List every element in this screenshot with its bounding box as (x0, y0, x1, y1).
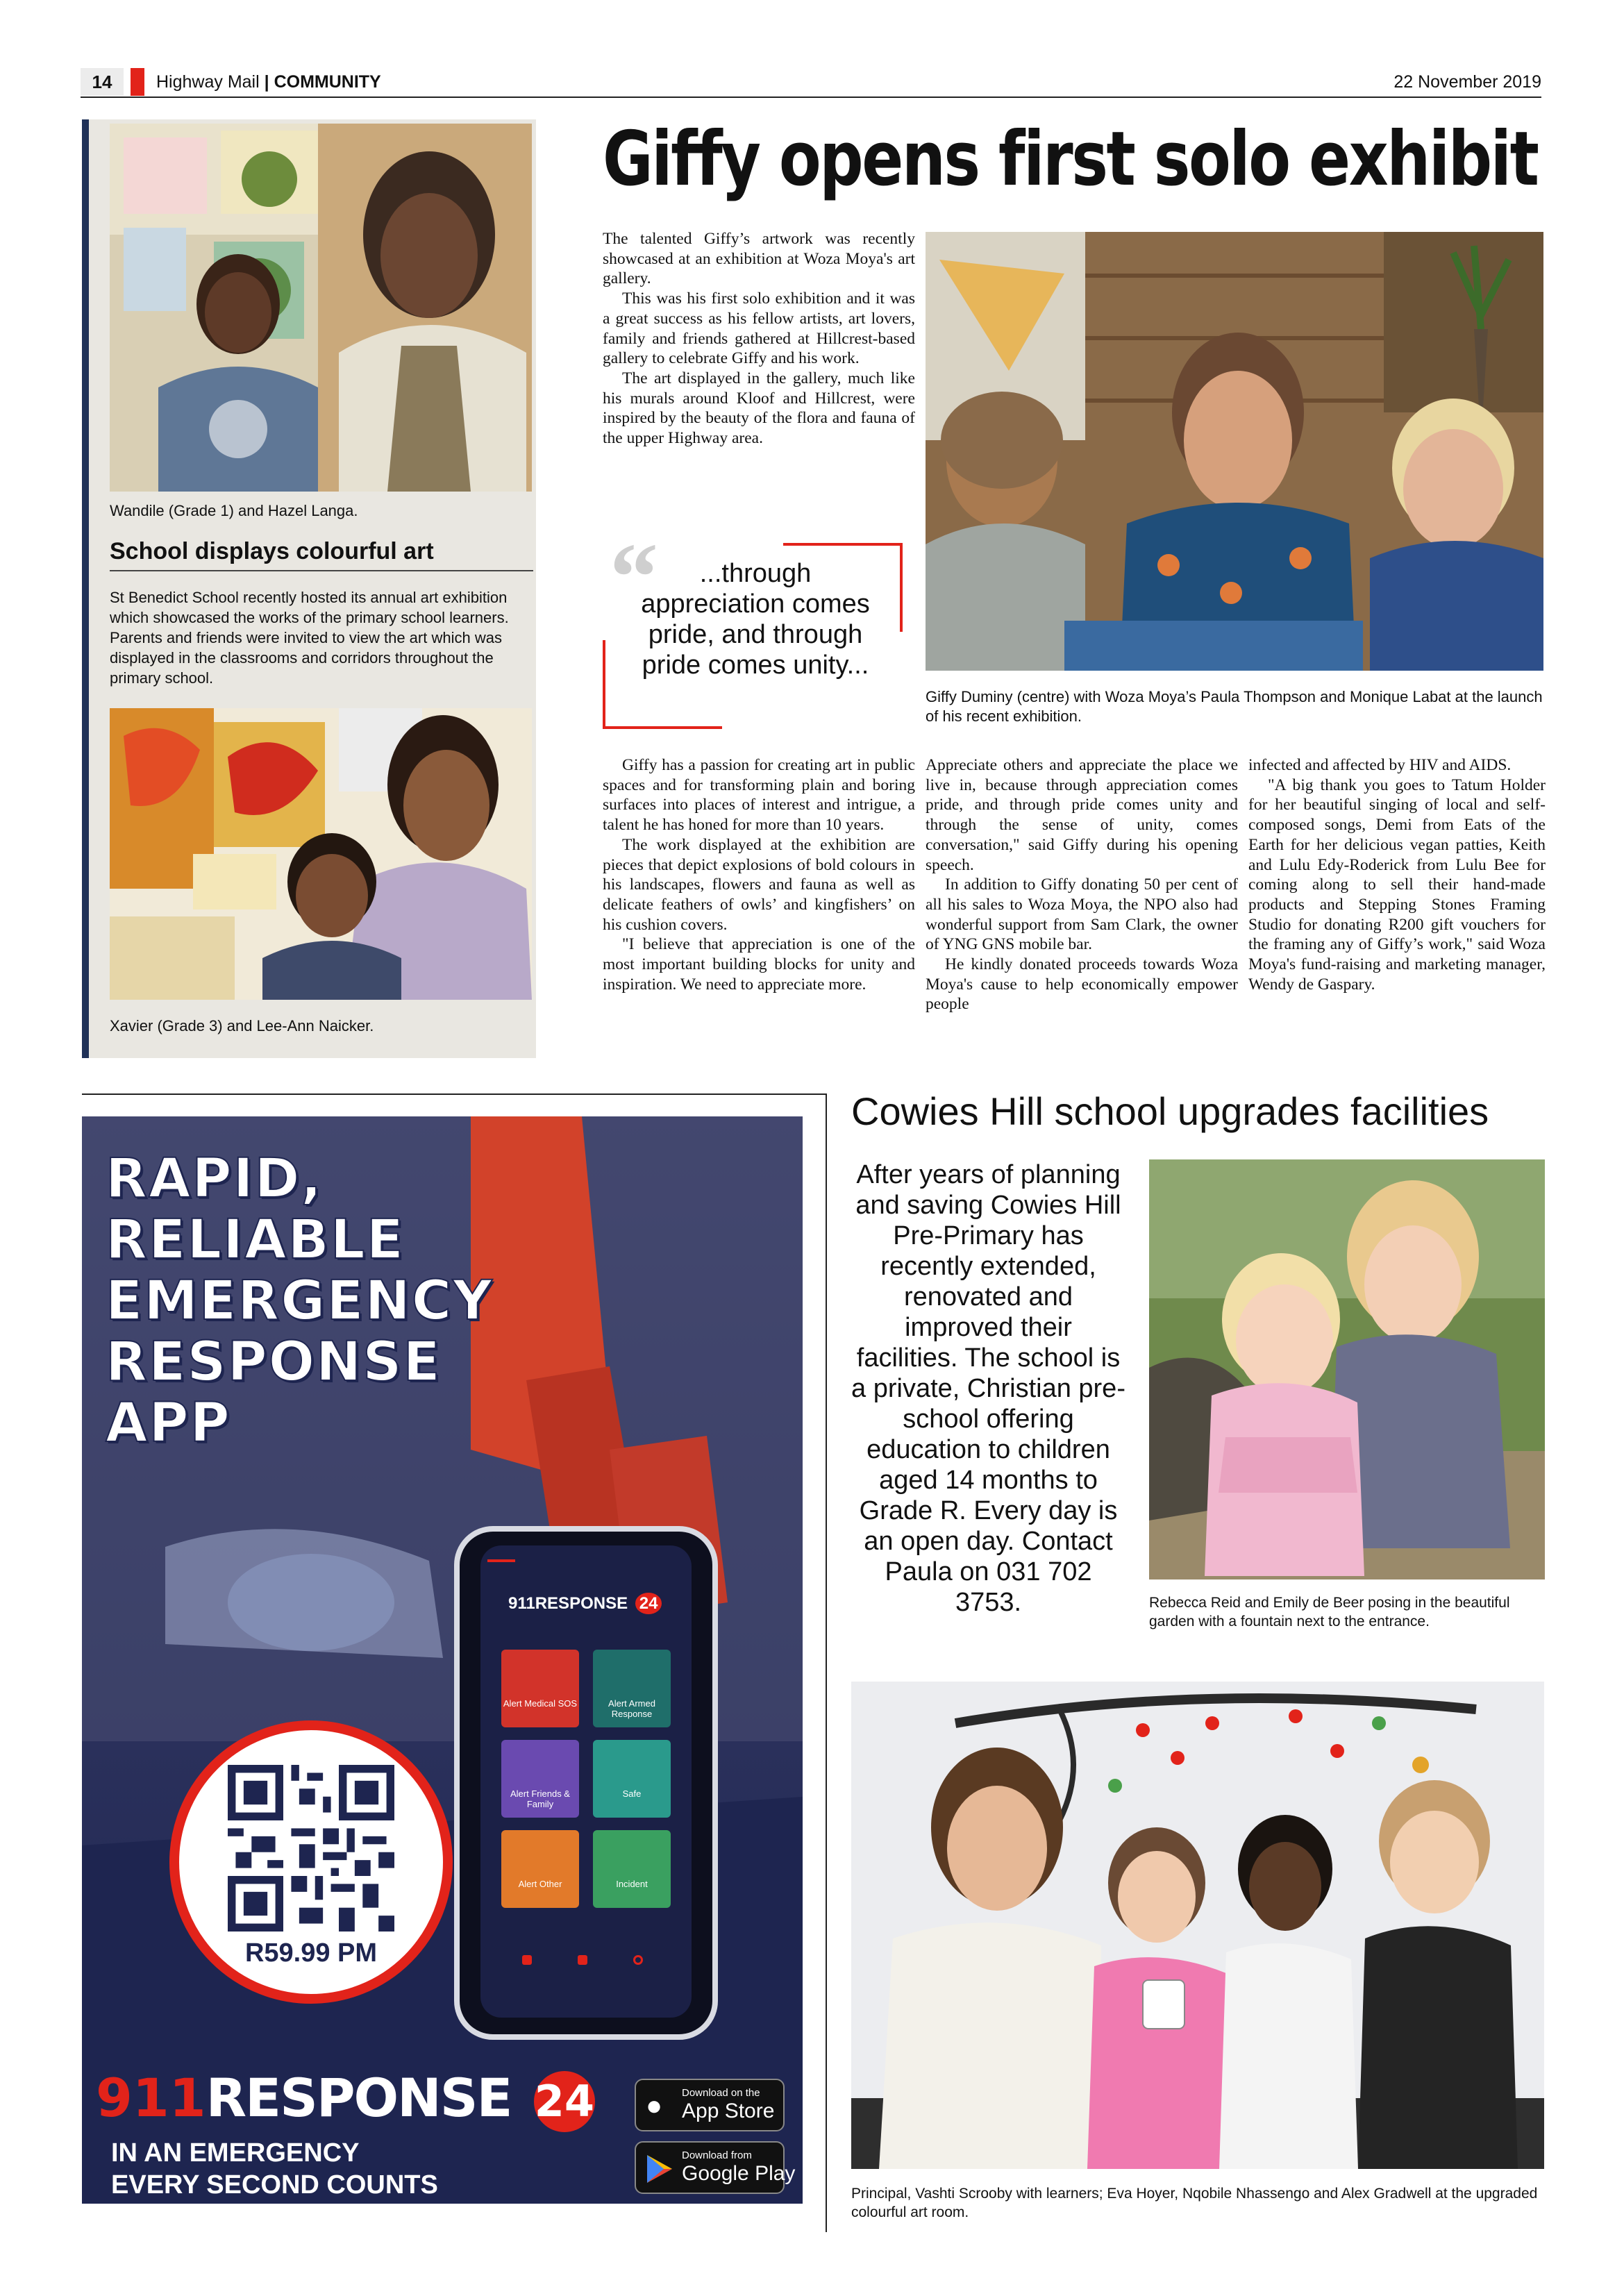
ad-top-rule (82, 1093, 826, 1095)
quote-frame-bottom (603, 726, 722, 729)
advert-title-line: RAPID, (106, 1148, 323, 1210)
sidebar-photo1-caption: Wandile (Grade 1) and Hazel Langa. (110, 502, 358, 519)
main-photo-caption: Giffy Duminy (centre) with Woza Moya’s Paula Thompson and Monique Labat at the launch of his recent exhibition. (926, 688, 1543, 725)
brand-911: 911 (96, 2067, 206, 2129)
menu-icon (487, 1559, 515, 1562)
story-column-2 (926, 755, 1238, 1014)
cowies-headline: Cowies Hill school upgrades facilities (851, 1089, 1489, 1133)
publication-name: Highway Mail (156, 72, 260, 92)
cowies-text: After years of planning and saving Cowies Hill Pre-Primary has recently extended, renovated and improved their facilities. The school is a private, Christian pre-school offering education to children aged 14 months to Grade R. Every day is an open day. Contact Paula on 031 702 3753. (851, 1160, 1125, 1617)
phone-brand-text: 911RESPONSE (508, 1594, 628, 1613)
advert-title-line: APP (106, 1392, 231, 1455)
sidebar-text: St Benedict School recently hosted its annual art exhibition which showcased the works of the primary school learners. Parents and friends were invited to view the art which was displayed in the classrooms and corridors throughout the primary school. (110, 589, 509, 687)
google-play-label: Google Play (682, 2162, 796, 2185)
story-paragraph: Giffy has a passion for creating art in public spaces and for transforming plain and boring surfaces into places of interest and intrigue, a talent he has honed for more than 10 years. (603, 756, 915, 835)
google-play-small-label: Download from (682, 2150, 752, 2161)
brand-24-badge: 24 (534, 2071, 595, 2132)
phone-brand (508, 1594, 689, 1614)
header-rule (81, 97, 1541, 98)
tile-medical: Alert Medical SOS (501, 1650, 579, 1727)
story-paragraph: The work displayed at the exhibition are pieces that depict explosions of bold colours in his landscapes, flowers and fauna as well as delicate feathers of owls’ and kingfishers’ on his cushion covers. (603, 835, 915, 934)
photo-art-room (851, 1682, 1544, 2169)
cowies-photo2-caption: Principal, Vashti Scrooby with learners; Eva Hoyer, Nqobile Nhassengo and Alex Gradwell at the upgraded colourful art room. (851, 2186, 1538, 2220)
story-paragraph: infected and affected by HIV and AIDS. (1248, 756, 1512, 774)
contacts-icon (578, 1955, 587, 1965)
brand-response: RESPONSE (206, 2067, 512, 2129)
photo-giffy-launch (926, 232, 1543, 671)
subscription-price: R59.99 PM (244, 1938, 378, 1968)
column-divider (826, 1093, 827, 2232)
qr-badge (169, 1720, 453, 2004)
intro-paragraph: This was his first solo exhibition and it was a great success as his fellow artists, art lovers, family and friends gathered at Hillcrest-based gallery to celebrate Giffy and his work. (603, 290, 915, 368)
story-paragraph: "I believe that appreciation is one of the most important building blocks for unity and inspiration. We need to appreciate more. (603, 935, 915, 994)
intro-paragraph: The art displayed in the gallery, much like his murals around Kloof and Hillcrest, were inspired by the beauty of the flora and fauna of the upper Highway area. (603, 369, 915, 448)
google-play-button[interactable] (635, 2141, 796, 2194)
intro-paragraph: The talented Giffy’s artwork was recently showcased at an exhibition at Woza Moya's art gallery. (603, 230, 915, 288)
app-store-small-label: Download on the (682, 2087, 760, 2099)
running-header: Highway Mail | COMMUNITY (156, 72, 381, 92)
quote-frame-right (900, 543, 903, 632)
story-column-1 (603, 755, 915, 994)
app-store-button[interactable] (635, 2079, 785, 2131)
cowies-photo1-caption: Rebecca Reid and Emily de Beer posing in the beautiful garden with a fountain next to the entrance. (1149, 1595, 1510, 1629)
tile-armed-response: Alert Armed Response (593, 1650, 671, 1727)
phone-mockup (454, 1526, 718, 2040)
advert-tagline (111, 2137, 542, 2201)
tagline-line: EVERY SECOND COUNTS (111, 2170, 438, 2199)
home-icon (522, 1955, 532, 1965)
photo-rebecca-emily (1149, 1159, 1545, 1579)
pull-quote-box (603, 523, 901, 729)
quote-frame-left (603, 640, 605, 729)
brand-logo (96, 2065, 595, 2134)
section-marker (131, 68, 144, 96)
main-headline: Giffy opens first solo exhibit (603, 116, 1538, 203)
section-name: COMMUNITY (274, 72, 381, 92)
phone-brand-badge: 24 (635, 1593, 662, 1614)
intro-column (603, 229, 915, 449)
advert-title-line: RELIABLE (106, 1209, 405, 1271)
photo-wandile-hazel (110, 124, 532, 492)
story-paragraph: In addition to Giffy donating 50 per cent of all his sales to Woza Moya, the NPO also had wonderful support from Sam Clark, the owner of YNG GNS mobile bar. (926, 875, 1238, 954)
tile-other: Alert Other (501, 1830, 579, 1908)
app-store-label: App Store (682, 2100, 775, 2122)
issue-date: 22 November 2019 (1393, 72, 1541, 92)
apple-icon: ● (646, 2090, 663, 2121)
quote-frame-top (783, 543, 903, 546)
story-paragraph: He kindly donated proceeds towards Woza Moya's cause to help economically empower people (926, 955, 1238, 1014)
tile-friends-family: Alert Friends & Family (501, 1740, 579, 1818)
settings-icon (633, 1955, 643, 1965)
tile-safe: Safe (593, 1740, 671, 1818)
story-column-3 (1248, 755, 1546, 994)
advert-911response24 (82, 1116, 803, 2204)
tagline-line: IN AN EMERGENCY (111, 2138, 360, 2168)
quote-mark-icon: “ (610, 523, 658, 631)
tile-incident: Incident (593, 1830, 671, 1908)
qr-code-icon[interactable] (228, 1765, 394, 1932)
advert-title-line: EMERGENCY (106, 1270, 494, 1332)
story-paragraph: Appreciate others and appreciate the place we live in, because through appreciation comes pride, and through pride comes unity and through the sense of unity, comes conversation," said Giffy during his opening speech. (926, 756, 1238, 874)
page-number: 14 (81, 68, 124, 96)
advert-title-line: RESPONSE (106, 1331, 442, 1393)
story-paragraph: "A big thank you goes to Tatum Holder for her beautiful singing of local and self-composed songs, Demi from Eats of the Earth for her delicious vegan patties, Keith and Lulu Edy-Roderick from Lulu Bee for coming along to sell their hand-made products and Stepping Stones Framing Studio for donating R200 gift vouchers for the framing any of Giffy’s work," said Woza Moya's fund-raising and marketing manager, Wendy de Gaspary. (1248, 776, 1546, 994)
sidebar-title: School displays colourful art (110, 538, 533, 571)
advert-title (106, 1148, 730, 1454)
sidebar-photo2-caption: Xavier (Grade 3) and Lee-Ann Naicker. (110, 1017, 374, 1034)
photo-xavier-leeann (110, 708, 532, 1000)
pull-quote-text: ...through appreciation comes pride, and through pride comes unity... (641, 559, 870, 680)
google-play-icon (646, 2154, 673, 2184)
